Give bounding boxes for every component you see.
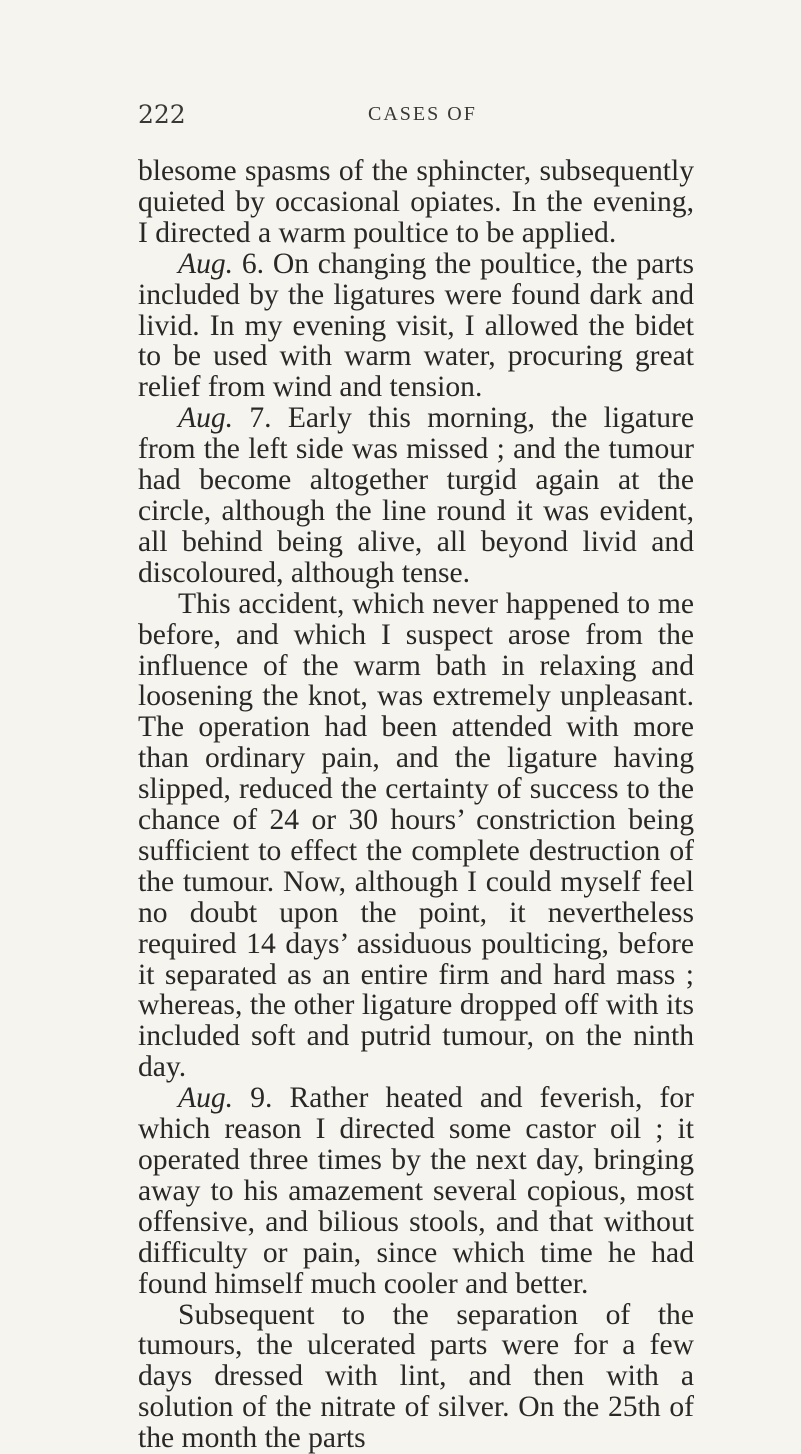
paragraph-subsequent <box>138 1300 694 1454</box>
paragraph-text: 9. Rather heated and feverish, for which reason I directed some castor oil ; it operated three times by the next day, bringing away to his amazement several copious, most offensive, and bilious stools, and that without difficulty or pain, since which time he had found himself much cooler and better. <box>138 1082 694 1300</box>
paragraph-text: blesome spasms of the sphincter, subsequently quieted by occasional opiates. In the evening, I directed a warm poultice to be applied. <box>138 155 694 249</box>
page-header <box>138 100 698 140</box>
paragraph-continuation <box>138 156 694 249</box>
body-text <box>138 156 694 1454</box>
page-number: 222 <box>138 100 186 129</box>
paragraph-text: 7. Early this morning, the ligature from the left side was missed ; and the tumour had become altogether turgid again at the circle, although the line round it was evident, all behind being alive, all beyond livid and discoloured, although tense. <box>138 402 694 589</box>
entry-date: Aug. <box>178 1082 234 1115</box>
paragraph-text: Subsequent to the separation of the tumours, the ulcerated parts were for a few days dressed with lint, and then with a solution of the nitrate of silver. On the 25th of the month the parts <box>138 1298 694 1454</box>
running-head: CASES OF <box>368 103 477 125</box>
paragraph-text: 6. On changing the poultice, the parts included by the ligatures were found dark and livid. In my evening visit, I allowed the bidet to be used with warm water, procuring great relief from wind and tension. <box>138 247 694 404</box>
paragraph-aug-6 <box>138 249 694 404</box>
paragraph-accident <box>138 589 694 1084</box>
paragraph-aug-9 <box>138 1083 694 1299</box>
entry-date: Aug. <box>178 247 234 280</box>
entry-date: Aug. <box>178 402 234 435</box>
paragraph-text: This accident, which never happened to me before, and which I suspect arose from the influence of the warm bath in relaxing and loosening the knot, was extremely unpleasant. The operation had been attended with more than ordinary pain, and the ligature having slipped, reduced the certainty of success to the chance of 24 or 30 hours’ constriction being sufficient to effect the complete destruction of the tumour. Now, although I could myself feel no doubt upon the point, it nevertheless required 14 days’ assiduous poulticing, before it separated as an entire firm and hard mass ; whereas, the other ligature dropped off with its included soft and putrid tumour, on the ninth day. <box>138 587 694 1084</box>
paragraph-aug-7 <box>138 403 694 588</box>
